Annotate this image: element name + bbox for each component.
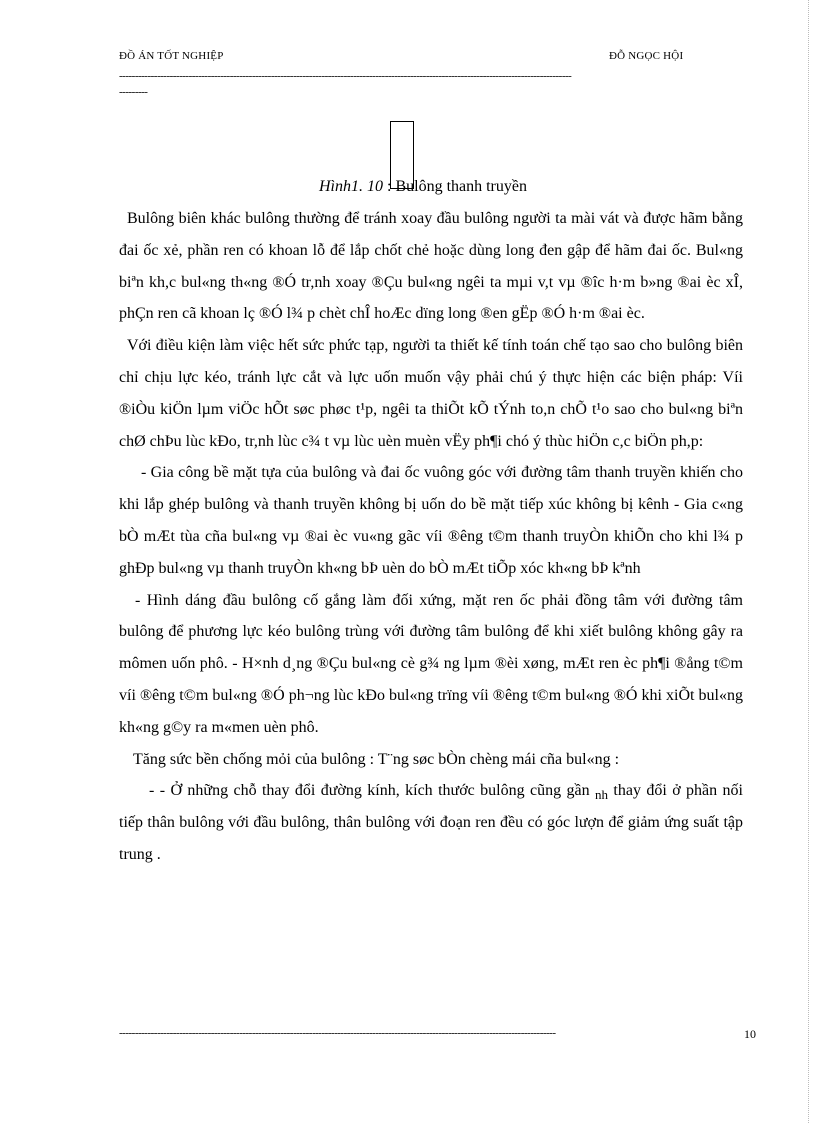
header-rule-bottom: --------- (119, 86, 148, 98)
paragraph-2: Với điều kiện làm việc hết sức phức tạp, người ta thiết kế tính toán chế tạo sao cho bulông biên chỉ chịu lực kéo, tránh lực cắt và lực uốn muốn vậy phải chú ý thực hiện các biện pháp: Víi ®iÒu kiÖn lµm viÖc hÕt søc phøc t¹p, ngêi ta thiÕt kÕ tÝnh to,n chÕ t¹o sao cho bul«ng biªn chØ chÞu lùc kÐo, tr,nh lùc c¾ t vµ lùc uèn muèn vËy ph¶i chó ý thùc hiÖn c,c biÖn ph,p: (119, 337, 743, 450)
header-left-title: ĐỒ ÁN TỐT NGHIỆP (119, 50, 224, 62)
paragraph-6 (119, 775, 743, 870)
page-number: 10 (744, 1027, 756, 1041)
paragraph-6-lead: - - Ở những chỗ thay đổi đường kính, kích thước bulông cũng gần (149, 782, 596, 800)
footer-rule: ------------------------------------------------------------------------------------------------------------------------------------------ (119, 1027, 556, 1039)
paragraph-6-sub: nh (595, 787, 609, 803)
paragraph-3: - Gia công bề mặt tựa của bulông và đai ốc vuông góc với đường tâm thanh truyền khiến cho khi lắp ghép bulông và thanh truyền không bị uốn do bề mặt tiếp xúc không bị kênh - Gia c«ng bÒ mÆt tùa cña bul«ng vµ ®ai èc vu«ng gãc víi ®êng t©m thanh truyÒn khiÕn cho khi l¾ p ghÐp bul«ng vµ thanh truyÒn kh«ng bÞ uèn do bÒ mÆt tiÕp xóc kh«ng bÞ kªnh (119, 464, 743, 577)
figure-caption-text: : Bulông thanh truyền (383, 178, 527, 195)
paragraph-1: Bulông biên khác bulông thường để tránh xoay đầu bulông người ta mài vát và được hãm bằng đai ốc xẻ, phần ren có khoan lỗ để lắp chốt chẻ hoặc dùng long đen gập để hãm đai ốc. Bul«ng biªn kh,c bul«ng th«ng ®Ó tr,nh xoay ®Çu bul«ng ngêi ta mµi v,t vµ ®îc h·m b»ng ®ai èc xÎ, phÇn ren cã khoan lç ®Ó l¾ p chèt chÎ hoÆc dïng long ®en gËp ®Ó h·m ®ai èc. (119, 210, 743, 323)
header-right-author: ĐỖ NGỌC HỘI (609, 50, 684, 62)
figure-caption-number: Hình1. 10 (319, 178, 383, 195)
paragraph-4: - Hình dáng đầu bulông cố gắng làm đối xứng, mặt ren ốc phải đồng tâm với đường tâm bulông để phương lực kéo bulông trùng với đường tâm bulông để khi xiết bulông không gây ra mômen uốn phô. - H×nh d¸ng ®Çu bul«ng cè g¾ ng lµm ®èi xøng, mÆt ren èc ph¶i ®ång t©m víi ®êng t©m bul«ng ®Ó ph¬ng lùc kÐo bul«ng trïng víi ®êng t©m bul«ng ®Ó khi xiÕt bul«ng kh«ng g©y ra m«men uèn phô. (119, 591, 743, 736)
document-body (119, 203, 743, 871)
paragraph-5: Tăng sức bền chống mỏi của bulông : T¨ng søc bÒn chèng mái cña bul«ng : (133, 750, 620, 768)
page-edge-right (808, 0, 813, 1123)
header-rule-top: ----------------------------------------------------------------------------------------------------------------------------------------------- (119, 70, 572, 82)
paragraph-6-tail: thay đổi ở phần nối tiếp thân bulông với đầu bulông, thân bulông với đoạn ren đều có góc lượn để giảm ứng suất tập trung . (119, 782, 744, 863)
